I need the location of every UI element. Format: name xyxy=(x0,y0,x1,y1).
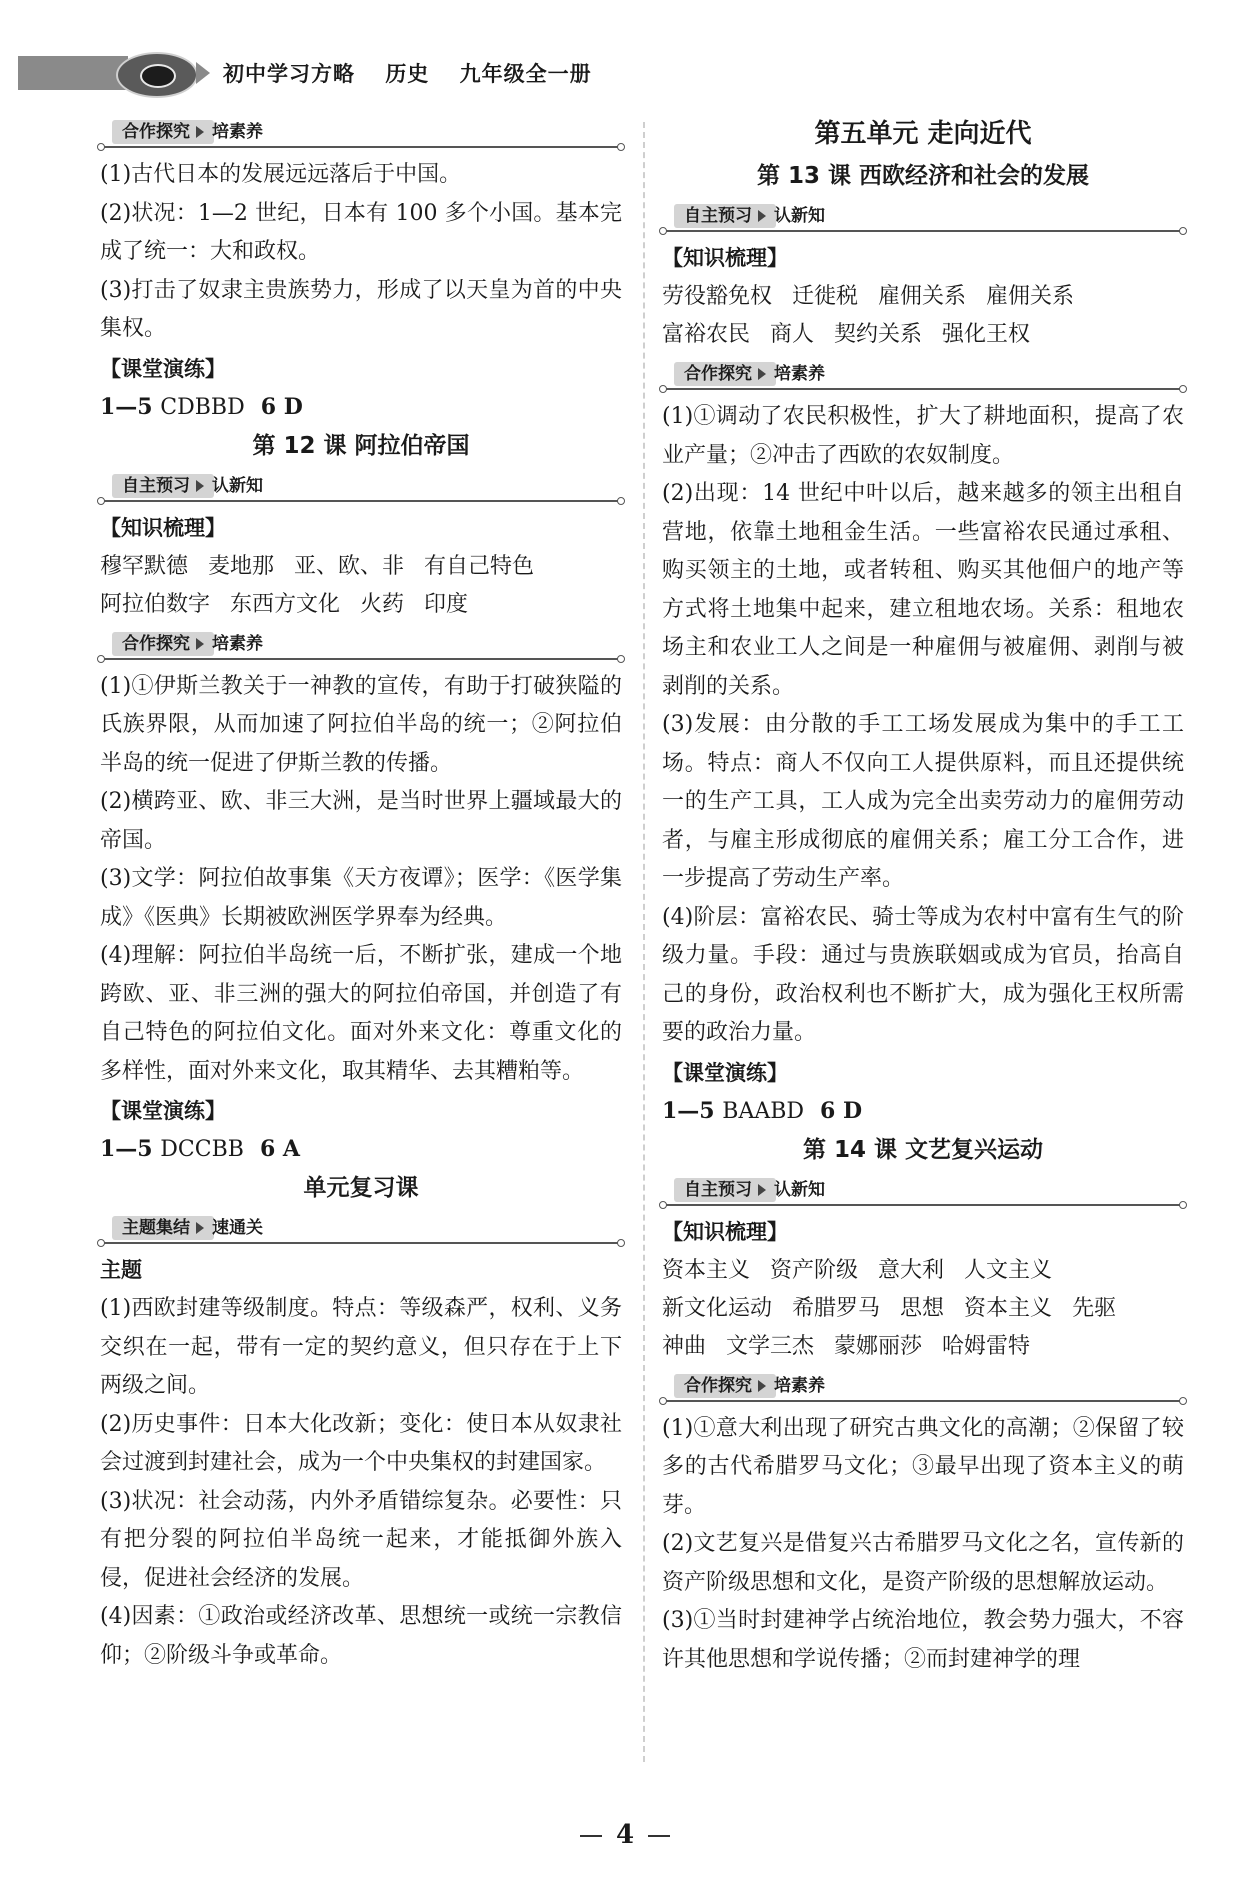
section-tag-hezuo: 合作探究 培素养 xyxy=(662,1372,1184,1402)
paragraph: (1)①意大利出现了研究古典文化的高潮；②保留了较多的古代希腊罗马文化；③最早出现了资本主义的萌芽。 xyxy=(662,1415,1184,1518)
paragraph: (4)理解：阿拉伯半岛统一后，不断扩张，建成一个地跨欧、亚、非三洲的强大的阿拉伯帝国，并创造了有自己特色的阿拉伯文化。面对外来文化：尊重文化的多样性，面对外来文化，取其精华、去其糟粕等。 xyxy=(100,943,622,1084)
paragraph: (2)历史事件：日本大化改新；变化：使日本从奴隶社会过渡到封建社会，成为一个中央集权的封建国家。 xyxy=(100,1411,622,1475)
page-header xyxy=(18,50,618,98)
heading-zhishi: 【知识梳理】 xyxy=(662,1219,788,1244)
section-tag-hezuo: 合作探究 培素养 xyxy=(100,118,622,148)
lesson-title: 第 14 课 文艺复兴运动 xyxy=(802,1136,1044,1163)
lesson-title: 第 13 课 西欧经济和社会的发展 xyxy=(756,163,1090,189)
header-title xyxy=(223,58,614,88)
section-tag-hezuo: 合作探究 培素养 xyxy=(662,360,1184,390)
right-column xyxy=(662,112,1184,1679)
paragraph: (1)古代日本的发展远远落后于中国。 xyxy=(100,162,462,187)
review-title: 单元复习课 xyxy=(303,1175,419,1201)
paragraph: (2)出现：14 世纪中叶以后，越来越多的领主出租自营地，依靠土地租金生活。一些富裕农民通过承租、购买领主的土地，或者转租、购买其他佃户的地产等方式将土地集中起来，建立租地农场。关系：租地农场主和农业工人之间是一种雇佣与被雇佣、剥削与被剥削的关系。 xyxy=(662,481,1184,699)
subject: 历史 xyxy=(385,62,430,86)
keyword-list: 穆罕默德 麦地那 亚、欧、非 有自己特色 阿拉伯数字 东西方文化 火药 印度 xyxy=(100,553,535,617)
section-tag-zhuti: 主题集结 速通关 xyxy=(100,1214,622,1244)
grade: 九年级全一册 xyxy=(459,62,592,86)
heading-topic: 主题 xyxy=(100,1258,142,1282)
page-number: 4 xyxy=(0,1820,1250,1850)
paragraph: (1)西欧封建等级制度。特点：等级森严，权利、义务交织在一起，带有一定的契约意义，但只存在于上下两级之间。 xyxy=(100,1296,622,1398)
unit-title: 第五单元 走向近代 xyxy=(814,119,1032,149)
keyword-list: 劳役豁免权 迁徙税 雇佣关系 雇佣关系 富裕农民 商人 契约关系 强化王权 xyxy=(662,284,1075,347)
answer-line: 1—5 CDBBD 6 D xyxy=(100,393,303,420)
paragraph: (3)打击了奴隶主贵族势力，形成了以天皇为首的中央集权。 xyxy=(100,277,622,341)
paragraph: (1)①调动了农民积极性，扩大了耕地面积，提高了农业产量；②冲击了西欧的农奴制度。 xyxy=(662,404,1184,468)
left-column xyxy=(100,112,622,1675)
eye-logo-icon xyxy=(116,52,198,98)
paragraph: (3)状况：社会动荡，内外矛盾错综复杂。必要性：只有把分裂的阿拉伯半岛统一起来，才能抵御外族入侵，促进社会经济的发展。 xyxy=(100,1488,622,1591)
heading-ketang: 【课堂演练】 xyxy=(100,356,226,381)
answer-line: 1—5 BAABD 6 D xyxy=(662,1097,863,1124)
column-divider xyxy=(643,122,645,1762)
paragraph: (3)文学：阿拉伯故事集《天方夜谭》；医学：《医学集成》《医典》长期被欧洲医学界奉为经典。 xyxy=(100,866,622,930)
section-tag-zizhu: 自主预习 认新知 xyxy=(662,1176,1184,1206)
answer-line: 1—5 DCCBB 6 A xyxy=(100,1136,300,1162)
heading-zhishi: 【知识梳理】 xyxy=(100,515,226,540)
heading-ketang: 【课堂演练】 xyxy=(100,1099,226,1123)
paragraph: (3)发展：由分散的手工工场发展成为集中的手工工场。特点：商人不仅向工人提供原料，而且还提供统一的生产工具，工人成为完全出卖劳动力的雇佣劳动者，与雇主形成彻底的雇佣关系；雇工分工合作，进一步提高了劳动生产率。 xyxy=(662,712,1184,891)
header-arrow-icon xyxy=(196,62,210,84)
paragraph: (3)①当时封建神学占统治地位，教会势力强大，不容许其他思想和学说传播；②而封建神学的理 xyxy=(662,1608,1184,1672)
section-tag-zizhu: 自主预习 认新知 xyxy=(662,202,1184,232)
header-bar xyxy=(18,56,128,90)
heading-zhishi: 【知识梳理】 xyxy=(662,246,788,270)
lesson-title: 第 12 课 阿拉伯帝国 xyxy=(252,432,470,459)
paragraph: (1)①伊斯兰教关于一神教的宣传，有助于打破狭隘的氏族界限，从而加速了阿拉伯半岛的统一；②阿拉伯半岛的统一促进了伊斯兰教的传播。 xyxy=(100,673,622,776)
heading-ketang: 【课堂演练】 xyxy=(662,1060,788,1085)
section-tag-zizhu: 自主预习 认新知 xyxy=(100,472,622,502)
paragraph: (4)阶层：富裕农民、骑士等成为农村中富有生气的阶级力量。手段：通过与贵族联姻或成为官员，抬高自己的身份，政治权利也不断扩大，成为强化王权所需要的政治力量。 xyxy=(662,904,1184,1045)
paragraph: (4)因素：①政治或经济改革、思想统一或统一宗教信仰；②阶级斗争或革命。 xyxy=(100,1604,622,1668)
paragraph: (2)状况：1—2 世纪，日本有 100 多个小国。基本完成了统一：大和政权。 xyxy=(100,200,622,264)
book-title: 初中学习方略 xyxy=(223,62,355,86)
section-tag-hezuo: 合作探究 培素养 xyxy=(100,630,622,660)
keyword-list: 资本主义 资产阶级 意大利 人文主义新文化运动 希腊罗马 思想 资本主义 先驱神曲 文学三杰 蒙娜丽莎 哈姆雷特 xyxy=(662,1257,1117,1359)
paragraph: (2)文艺复兴是借复兴古希腊罗马文化之名，宣传新的资产阶级思想和文化，是资产阶级的思想解放运动。 xyxy=(662,1531,1184,1595)
paragraph: (2)横跨亚、欧、非三大洲，是当时世界上疆域最大的帝国。 xyxy=(100,789,622,853)
